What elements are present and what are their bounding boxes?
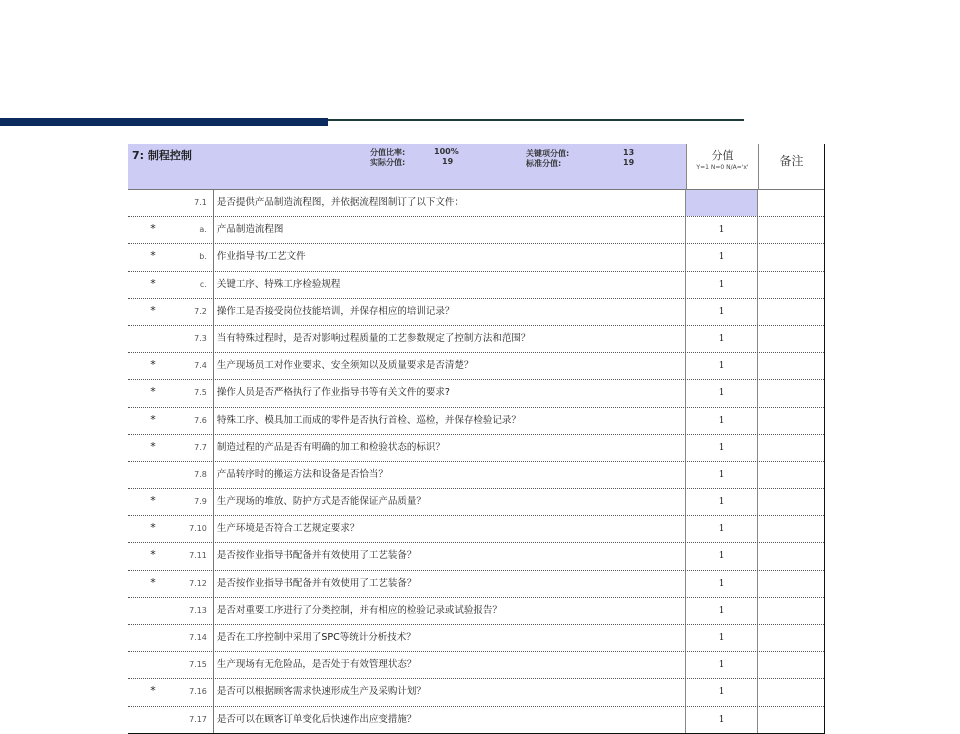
key-item-marker [128,326,178,352]
item-number: 7.16 [189,687,207,697]
note-cell[interactable] [757,435,824,461]
item-question: 操作人员是否严格执行了作业指导书等有关文件的要求? [213,380,685,406]
title-rule-line [328,119,744,121]
table-row [128,408,824,435]
item-number: c. [199,279,207,289]
ratio-value: 100% [434,147,459,156]
key-item-marker [128,625,178,651]
score-column-legend: Y=1 N=0 N/A='x' [696,164,749,171]
item-question: 当有特殊过程时，是否对影响过程质量的工艺参数规定了控制方法和范围？ [213,326,685,352]
note-cell[interactable] [757,408,824,434]
item-number: 7.1 [194,198,207,207]
score-cell[interactable]: 1 [685,489,757,515]
table-row [128,571,824,598]
table-row [128,190,824,217]
note-cell[interactable] [757,353,824,379]
key-item-marker [128,598,178,624]
score-cell[interactable] [685,190,757,216]
standard-score-label: 标准分值: [526,159,562,168]
item-number: 7.15 [189,660,207,670]
table-row [128,435,824,462]
item-question: 关键工序、特殊工序检验规程 [213,272,685,298]
note-cell[interactable] [757,326,824,352]
score-cell[interactable]: 1 [685,625,757,651]
item-number: 7.13 [189,605,207,615]
key-item-marker: * [150,684,156,698]
score-cell[interactable]: 1 [685,707,757,733]
key-item-marker: * [150,575,156,589]
score-cell[interactable]: 1 [685,598,757,624]
item-question: 作业指导书/工艺文件 [213,244,685,270]
score-cell[interactable]: 1 [685,543,757,569]
score-column-header [686,144,758,190]
table-row [128,543,824,570]
note-cell[interactable] [757,598,824,624]
item-question: 产品转序时的搬运方法和设备是否恰当？ [213,462,685,488]
table-row [128,489,824,516]
item-number: 7.4 [194,361,207,371]
table-row [128,217,824,244]
note-cell[interactable] [757,489,824,515]
key-item-marker [128,190,178,216]
item-number: 7.10 [189,524,207,534]
item-number: 7.2 [194,306,207,316]
item-question: 是否按作业指导书配备并有效使用了工艺装备？ [213,543,685,569]
checklist-header [128,144,824,190]
key-item-marker: * [150,303,156,317]
key-item-marker: * [150,222,156,236]
key-item-marker: * [150,358,156,372]
key-score-value: 13 [623,148,635,157]
item-question: 是否对重要工序进行了分类控制，并有相应的检验记录或试验报告？ [213,598,685,624]
note-cell[interactable] [757,244,824,270]
actual-score-label: 实际分值: [370,158,406,167]
standard-score-value: 19 [623,158,635,167]
score-cell[interactable]: 1 [685,435,757,461]
process-control-checklist [128,144,825,734]
item-number: 7.14 [189,633,207,642]
item-question: 生产现场员工对作业要求、安全须知以及质量要求是否清楚？ [213,353,685,379]
item-number: 7.12 [189,578,207,588]
table-row [128,652,824,679]
table-row [128,625,824,652]
score-cell[interactable]: 1 [685,272,757,298]
item-question: 生产现场的堆放、防护方式是否能保证产品质量？ [213,489,685,515]
score-cell[interactable]: 1 [685,217,757,243]
note-cell[interactable] [757,679,824,705]
table-row [128,353,824,380]
item-number: 7.9 [194,497,207,507]
table-row [128,462,824,489]
score-cell[interactable]: 1 [685,244,757,270]
key-item-marker: * [150,412,156,426]
key-item-marker [128,652,178,678]
note-cell[interactable] [757,272,824,298]
item-question: 生产现场有无危险品，是否处于有效管理状态？ [213,652,685,678]
note-cell[interactable] [757,571,824,597]
item-question: 制造过程的产品是否有明确的加工和检验状态的标识？ [213,435,685,461]
score-cell[interactable]: 1 [685,408,757,434]
item-number: 7.17 [189,714,207,724]
item-number: b. [199,252,207,262]
section-title: 7: 制程控制 [132,149,192,162]
note-cell[interactable] [757,190,824,216]
item-question: 生产环境是否符合工艺规定要求？ [213,516,685,542]
item-number: a. [199,225,207,235]
score-cell[interactable]: 1 [685,353,757,379]
ratio-label: 分值比率: [370,148,406,157]
table-row [128,244,824,271]
note-cell[interactable] [757,625,824,651]
note-cell[interactable] [757,516,824,542]
table-row [128,299,824,326]
score-cell[interactable]: 1 [685,380,757,406]
item-number: 7.6 [194,415,207,425]
item-question: 是否可以根据顾客需求快速形成生产及采购计划？ [213,679,685,705]
table-row [128,380,824,407]
item-question: 是否可以在顾客订单变化后快速作出应变措施？ [213,707,685,733]
score-cell[interactable]: 1 [685,462,757,488]
table-row [128,272,824,299]
key-item-marker: * [150,494,156,508]
item-number: 7.7 [194,442,207,452]
key-item-marker: * [150,521,156,535]
note-cell[interactable] [757,462,824,488]
checklist-rows [128,190,824,733]
actual-score-value: 19 [442,157,454,166]
table-row [128,326,824,353]
item-question: 是否按作业指导书配备并有效使用了工艺装备？ [213,571,685,597]
note-column-header: 备注 [758,144,824,190]
key-item-marker: * [150,249,156,263]
note-cell[interactable] [757,652,824,678]
key-score-label: 关键项分值: [526,149,570,158]
table-row [128,516,824,543]
score-column-title: 分值 [711,149,734,162]
item-number: 7.3 [194,333,207,343]
key-item-marker: * [150,276,156,290]
score-cell[interactable]: 1 [685,326,757,352]
note-cell[interactable] [757,380,824,406]
item-number: 7.5 [194,388,207,398]
item-question: 产品制造流程图 [213,217,685,243]
key-item-marker: * [150,385,156,399]
note-cell[interactable] [757,217,824,243]
score-cell[interactable]: 1 [685,516,757,542]
item-number: 7.8 [194,469,207,479]
section-header [128,144,686,190]
score-cell[interactable]: 1 [685,299,757,325]
key-item-marker: * [150,548,156,562]
table-row [128,679,824,706]
score-cell[interactable]: 1 [685,652,757,678]
note-cell[interactable] [757,543,824,569]
key-item-marker: * [150,439,156,453]
title-accent-bar [0,118,328,126]
key-item-marker [128,462,178,488]
item-question: 特殊工序、模具加工而成的零件是否执行首检、巡检，并保存检验记录？ [213,408,685,434]
item-question: 是否在工序控制中采用了SPC等统计分析技术？ [213,625,685,651]
item-question: 操作工是否接受岗位技能培训，并保存相应的培训记录？ [213,299,685,325]
score-cell[interactable]: 1 [685,571,757,597]
item-question: 是否提供产品制造流程图，并依据流程图制订了以下文件： [213,190,685,216]
score-cell[interactable]: 1 [685,679,757,705]
table-row [128,598,824,625]
item-number: 7.11 [189,551,207,561]
note-cell[interactable] [757,299,824,325]
